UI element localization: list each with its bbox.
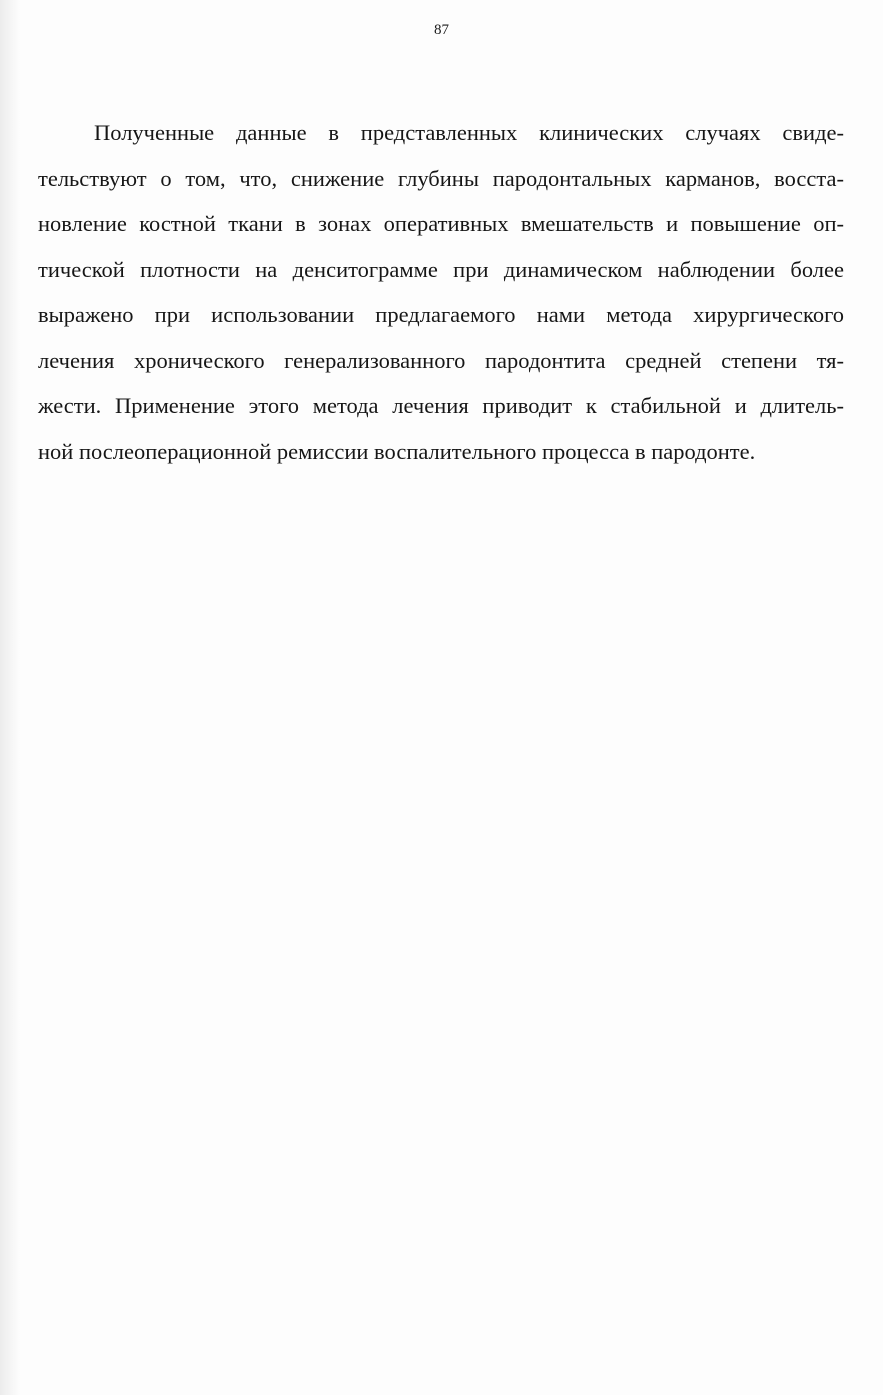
paragraph-line-8: ной послеоперационной ремиссии воспалительного процесса в пародонте. xyxy=(38,438,756,464)
body-paragraph xyxy=(38,110,844,474)
paragraph-line-2: тельствуют о том, что, снижение глубины пародонтальных карманов, восста- xyxy=(38,165,844,191)
paragraph-line-7: жести. Применение этого метода лечения приводит к стабильной и длитель- xyxy=(38,393,844,418)
paragraph-line-6: лечения хронического генерализованного пародонтита средней степени тя- xyxy=(38,347,844,373)
page-number: 87 xyxy=(434,22,449,38)
paragraph-line-4: тической плотности на денситограмме при динамическом наблюдении более xyxy=(38,256,844,282)
paragraph-line-1: Полученные данные в представленных клинических случаях свиде- xyxy=(94,120,844,145)
paragraph-line-3: новление костной ткани в зонах оперативных вмешательств и повышение оп- xyxy=(38,211,844,236)
scan-shadow xyxy=(0,0,20,1395)
paragraph-line-5: выражено при использовании предлагаемого нами метода хирургического xyxy=(38,302,844,327)
